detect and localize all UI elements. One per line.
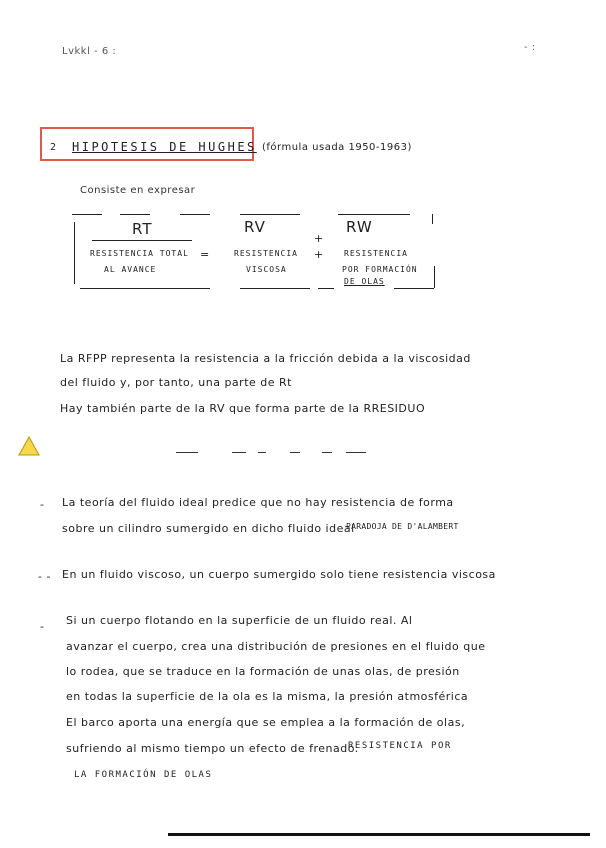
equals-sign: = (200, 248, 210, 261)
bullet3-line7: LA FORMACIÓN DE OLAS (74, 770, 213, 780)
bullet1-highlight: PARADOJA DE D'ALAMBERT (346, 522, 459, 531)
para1-line2: del fluido y, por tanto, una parte de Rt (60, 376, 292, 389)
rule (120, 214, 150, 215)
section-title: HIPOTESIS DE HUGHES (72, 140, 257, 154)
page-reference: Lvkkl - 6 : (62, 46, 117, 57)
bullet3-line3: lo rodea, que se traduce en la formación de unas olas, de presión (66, 665, 460, 678)
bullet3-line2: avanzar el cuerpo, crea una distribución de presiones en el fluido que (66, 640, 486, 653)
para1-line1: La RFPP representa la resistencia a la fricción debida a la viscosidad (60, 352, 471, 365)
rv-symbol: RV (244, 218, 266, 236)
rule (72, 214, 102, 215)
bracket (432, 214, 433, 224)
rw-label-2: POR FORMACIÓN (342, 265, 418, 274)
bullet3-marker: - (40, 620, 45, 633)
bullet3-line5: El barco aporta una energía que se emplea a la formación de olas, (66, 716, 466, 729)
bullet3-line6: sufriendo al mismo tiempo un efecto de frenado. (66, 742, 359, 755)
plus-sign-2: + (314, 248, 324, 261)
separator-dash (258, 452, 266, 453)
rv-label-2: VISCOSA (246, 265, 287, 274)
para1-line3: Hay también parte de la RV que forma parte de la RRESIDUO (60, 402, 426, 415)
rule (240, 214, 300, 215)
bullet2-line1: En un fluido viscoso, un cuerpo sumergido solo tiene resistencia viscosa (62, 568, 496, 581)
intro-text: Consiste en expresar (80, 185, 196, 196)
corner-mark: - : (524, 42, 536, 53)
rw-label-3: DE OLAS (344, 277, 385, 286)
bullet3-line1: Si un cuerpo flotando en la superficie de un fluido real. Al (66, 614, 413, 627)
separator-dash (176, 452, 198, 453)
bullet1-line2: sobre un cilindro sumergido en dicho fluido ideal (62, 522, 355, 535)
section-subtitle: (fórmula usada 1950-1963) (262, 142, 412, 153)
rt-label-1: RESISTENCIA TOTAL (90, 249, 189, 258)
plus-sign-1: + (314, 232, 324, 245)
separator-dash (346, 452, 366, 453)
rw-label-1: RESISTENCIA (344, 249, 408, 258)
separator-dash (232, 452, 246, 453)
bullet1-marker: - (40, 498, 45, 511)
rv-label-1: RESISTENCIA (234, 249, 298, 258)
rule (92, 240, 192, 241)
bracket (434, 266, 435, 288)
rule (80, 288, 210, 289)
section-number: 2 (50, 142, 58, 153)
rw-symbol: RW (346, 218, 373, 236)
rule (180, 214, 210, 215)
bullet1-line1: La teoría del fluido ideal predice que no hay resistencia de forma (62, 496, 454, 509)
rule (394, 288, 434, 289)
bullet3-line4: en todas la superficie de la ola es la misma, la presión atmosférica (66, 690, 469, 703)
bullet3-tail-caps: RESISTENCIA POR (348, 741, 452, 751)
rule (338, 214, 410, 215)
warning-triangle-icon[interactable] (18, 436, 40, 456)
bottom-rule (168, 833, 590, 836)
rt-symbol: RT (132, 220, 153, 238)
rule (318, 288, 334, 289)
bullet2-marker: - - (38, 570, 51, 583)
rule (240, 288, 310, 289)
rt-label-2: AL AVANCE (104, 265, 157, 274)
separator-dash (322, 452, 332, 453)
bracket (74, 222, 75, 284)
separator-dash (290, 452, 300, 453)
